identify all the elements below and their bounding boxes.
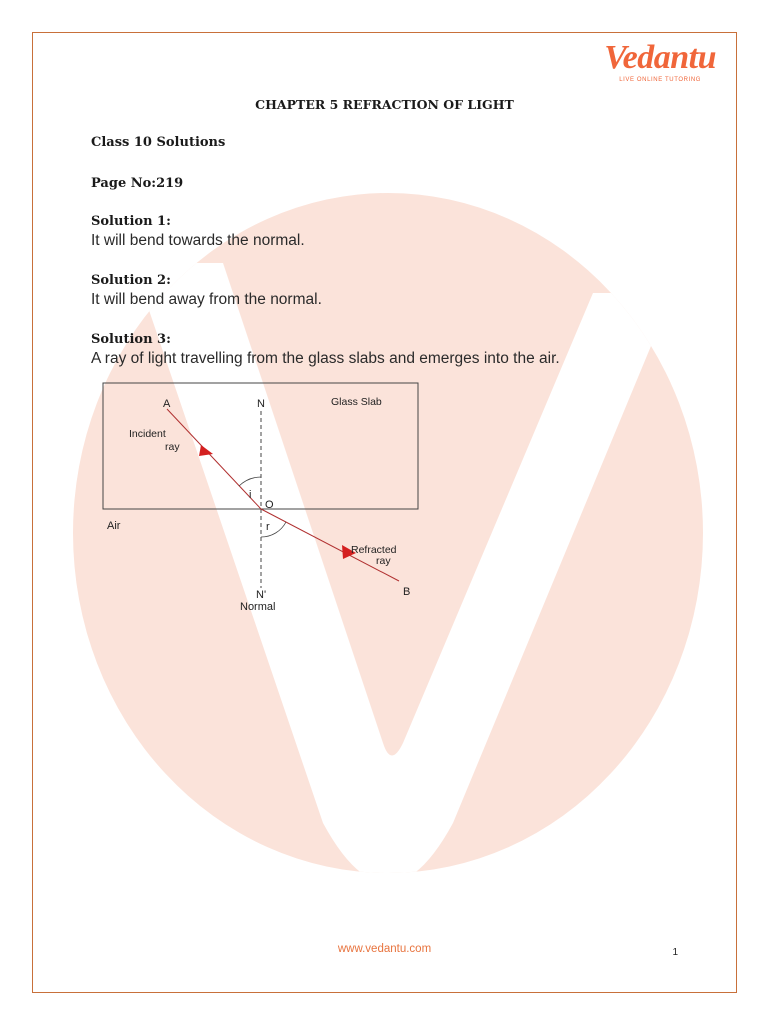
label-air: Air — [107, 520, 121, 532]
angle-i-arc — [239, 477, 261, 486]
solution-text: It will bend towards the normal. — [91, 232, 305, 249]
solution-2 — [91, 272, 322, 310]
solution-3 — [91, 331, 560, 369]
label-b: B — [403, 586, 411, 598]
label-i: i — [249, 489, 252, 501]
refraction-diagram — [83, 373, 433, 623]
label-n: N — [257, 398, 265, 410]
label-refracted-ray: ray — [376, 555, 391, 567]
logo-wordmark: Vedantu — [604, 39, 716, 76]
footer-website-link[interactable]: www.vedantu.com — [337, 943, 432, 955]
label-normal: Normal — [240, 601, 276, 613]
page-frame — [32, 32, 737, 993]
label-glass-slab: Glass Slab — [331, 396, 382, 408]
label-n-prime: N' — [256, 589, 267, 601]
incident-ray — [167, 409, 261, 509]
label-o: O — [265, 499, 274, 511]
incident-arrow — [199, 445, 213, 456]
solution-heading: Solution 3: — [91, 332, 171, 347]
solution-text: A ray of light travelling from the glass slabs and emerges into the air. — [91, 350, 560, 367]
solution-text: It will bend away from the normal. — [91, 291, 322, 308]
label-a: A — [163, 398, 171, 410]
angle-r-arc — [261, 522, 286, 537]
solution-1 — [91, 213, 305, 251]
class-line: Class 10 Solutions — [91, 135, 226, 150]
vedantu-logo[interactable] — [604, 41, 716, 83]
solution-heading: Solution 2: — [91, 273, 171, 288]
label-incident-ray: ray — [165, 441, 180, 453]
logo-tagline: LIVE ONLINE TUTORING — [619, 77, 702, 83]
label-r: r — [266, 521, 270, 533]
document-title: CHAPTER 5 REFRACTION OF LIGHT — [255, 97, 514, 112]
page-line: Page No:219 — [91, 176, 184, 191]
label-refracted: Refracted — [351, 544, 397, 556]
label-incident: Incident — [129, 428, 166, 440]
solution-heading: Solution 1: — [91, 214, 171, 229]
page-number: 1 — [672, 947, 678, 958]
